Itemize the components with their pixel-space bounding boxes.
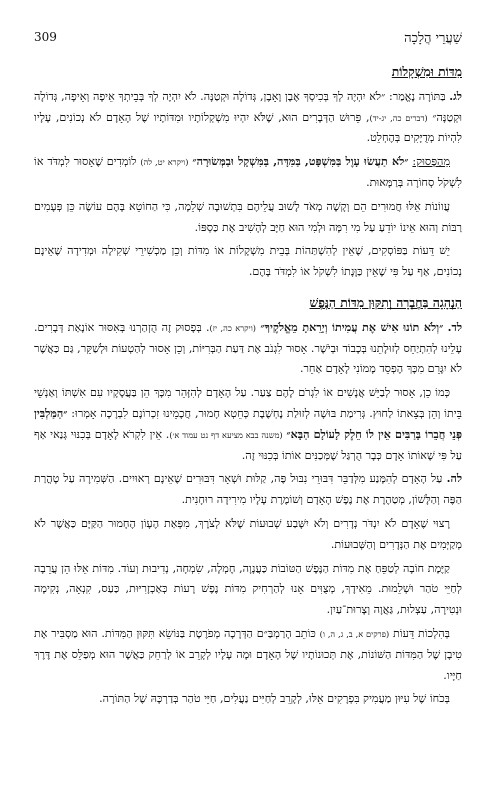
paragraph-text: בַּתּוֹרָה נֶאֱמַר: ״לֹא יִהְיֶה לְךָ בְּכִיסְךָ אֶבֶן וָאָבֶן, גְּדוֹלָה וּקְטַנָּה. לֹא יִהְיֶה לְךָ בְּבֵיתְךָ אֵיפָה וְאֵיפָה, גְּדוֹלָה וּקְטַנָּה״ — [34, 89, 462, 124]
paragraph-number: לג. — [449, 89, 462, 103]
verse-quote: ״וְלֹא תוֹנוּ אִישׁ אֶת עֲמִיתוֹ וְיָרֵאתָ מֵאֱלֹקֶיךָ״ — [260, 320, 444, 334]
section-title-conduct: הַנְהָגָה בַּחֶבְרָה וְתִקּוּן מִדּוֹת הַנֶּפֶשׁ — [309, 294, 462, 310]
running-title: שַׁעֲרֵי הֲלָכָה — [404, 31, 462, 46]
paragraph — [34, 559, 462, 621]
source-reference: (פרקים א, ב, ג, ה, ו) — [319, 628, 390, 639]
paragraph-text: עֲווֹנוֹת אֵלּוּ חֲמוּרִים הֵם וְקָשֶׁה מְאֹד לָשׁוּב עֲלֵיהֶם בִּתְשׁוּבָה שְׁלֵמָה, כִּי הַחוֹטֵא בָּהֶם עוֹשֶׂה כֵּן פְּעָמִים רַבּוֹת וְהוּא אֵינוֹ יוֹדֵעַ עַל מִי רִמָּה וּלְמִי הוּא חַיָּב לְהָשִׁיב אֶת כַּסְפּוֹ. — [34, 199, 462, 234]
paragraph — [34, 152, 462, 194]
paragraph-text: בְּכֹחוֹ שֶׁל עִיּוּן מַעֲמִיק בִּפְרָקִים אֵלּוּ, לְקָרֵב לְחַיִּים נַעֲלִים, חַיֵּי טֹהַר בְּדַרְכָּהּ שֶׁל הַתּוֹרָה. — [99, 692, 450, 706]
paragraph-text: , פֵּרוּשׁ הַדְּבָרִים הוּא, שֶׁלֹּא יִהְיוּ מִשְׁקְלוֹתָיו וּמִדּוֹתָיו שֶׁל הָאָדָם לֹא נְכוֹנִים, עָלָיו לִהְיוֹת מְדֻיָּקִים בְּהֶחְלֵט. — [34, 110, 462, 145]
source-reference: (דברים כה, יג-יד) — [369, 112, 428, 123]
paragraph — [34, 87, 462, 149]
paragraph — [34, 197, 462, 239]
paragraph — [34, 469, 462, 511]
paragraph-text: רָצוּי שֶׁאָדָם לֹא יִנְדֹּר נְדָרִים וְלֹא יִשָּׁבַע שְׁבוּעוֹת שֶׁלֹּא לְצֹרֶךְ, מִפְּאַת הֶעָוֹן הֶחָמוּר הַקַּיָּם כַּאֲשֶׁר לֹא מְקַיְּמִים אֶת הַנְּדָרִים וְהַשְּׁבוּעוֹת. — [34, 516, 462, 551]
paragraph — [34, 318, 462, 380]
paragraph — [34, 383, 462, 466]
source-reference: (משנה בבא מציעא דף נט עמוד א׳) — [169, 429, 283, 440]
verse-quote: ״לֹא תַעֲשׂוּ עָוֶל בַּמִּשְׁפָּט, בַּמִּדָּה, בַּמִּשְׁקָל וּבַמְּשׂוּרָה״ — [192, 155, 409, 169]
paragraph-number: לה. — [446, 472, 462, 486]
paragraph-text: כְּמוֹ כֵן, אָסוּר לְבַיֵּשׁ אֲנָשִׁים אוֹ לִגְרֹם לָהֶם צַעַר. עַל הָאָדָם לְהִזָּהֵר מִכָּךְ הֵן בַּעֲסָקָיו עִם אִשְׁתּוֹ וְאַנְשֵׁי בֵּיתוֹ וְהֵן בְּצֵאתוֹ לַחוּץ. גְּרִימַת בּוּשָׁה לְזוּלַת נֶחְשֶׁבֶת כְּחֵטְא חָמוּר, חֲכָמֵינוּ זִכְרוֹנָם לִבְרָכָה אָמְרוּ: — [34, 386, 462, 420]
paragraph-text: . אֵין לִקְרֹא לָאָדָם בְּכִנּוּי גְּנַאי אַף עַל פִּי שֶׁאוֹתוֹ אָדָם כְּבָר הֻרְגַּל שֶׁמְּכַנִּים אוֹתוֹ בְּכִנּוּי זֶה. — [34, 427, 462, 462]
paragraph-text: בְּהִלְכוֹת דֵּעוֹת — [393, 626, 450, 640]
paragraph-text: לוֹמְדִים שֶׁאָסוּר לִמְדֹּד אוֹ לִשְׁקֹל סְחוֹרָה בְּרַמָּאוּת. — [34, 155, 462, 189]
paragraph-text: עַל הָאָדָם לְהִמָּנַע מִלְּדַבֵּר דִּבּוּרֵי נִבּוּל פֶּה, קַלּוּת וּשְׁאָר דִּבּוּרִים שֶׁאֵינָם רְאוּיִים. הַשְּׁמִירָה עַל טָהֳרַת הַפֶּה וְהַלָּשׁוֹן, מְטַהֶרֶת אֶת נֶפֶשׁ הָאָדָם וְשׁוֹמֶרֶת עָלָיו מִירִידָה רוּחָנִית. — [34, 472, 462, 507]
paragraph-text: מֵהַפָּסוּק: — [412, 155, 451, 169]
paragraph — [34, 241, 462, 283]
page-number: 309 — [34, 30, 57, 44]
paragraph-text: יֵשׁ דֵּעוֹת בַּפּוֹסְקִים, שֶׁאֵין לְהִשְׁתַּהוֹת בְּבֵית מִשְׁקָלוֹת אוֹ מִדּוֹת וְכֵן מַכְשִׁירֵי שְׁקִילָה וּמְדִידָה שֶׁאֵינָם נְכוֹנִים, אַף עַל פִּי שֶׁאֵין כַּוָּנָתוֹ לִשְׁקֹל אוֹ לִמְדֹּד בָּהֶם. — [34, 244, 462, 279]
source-reference: (ויקרא כה, יז) — [209, 322, 256, 333]
sages-quote: ״הַמַּלְבִּין פְּנֵי חֲבֵרוֹ בָּרַבִּים אֵין לוֹ חֵלֶק לָעוֹלָם הַבָּא״ — [34, 406, 462, 441]
page-body — [34, 62, 462, 776]
paragraph — [34, 624, 462, 686]
source-reference: (ויקרא יט, לה) — [140, 157, 189, 168]
paragraph-text: קַיֶּמֶת חוֹבָה לְטַפֵּחַ אֶת מִדּוֹת הַנֶּפֶשׁ הַטּוֹבוֹת כַּעֲנָוָה, חֶמְלָה, שִׂמְחָה, נְדִיבוּת וְעוֹד. מִדּוֹת אֵלּוּ הֵן עֲרֵבָה לְחַיֵּי טֹהַר וּשְׁלֵמוּת. מֵאִידָךְ, מְצֻוִּים אָנוּ לְהַרְחִיק מִדּוֹת נֶפֶשׁ רָעוֹת כְּאַכְזָרִיּוּת, כַּעַס, קִנְאָה, נְקִימָה וּנְטִירָה, עַצְלוּת, גַּאֲוָה וְצָרוּת־עַיִן. — [34, 561, 462, 617]
paragraph-text: כּוֹתֵב הָרַמְבַּ״ם הַדְּרָכָה מְפֹרֶטֶת בַּנּוֹשֵׂא תִּקּוּן הַמִּדּוֹת. הוּא מַסְבִּיר אֶת טִיבָן שֶׁל הַמִּדּוֹת הַשּׁוֹנוֹת, אֶת תְּכוּנוֹתָיו שֶׁל הָאָדָם וּמָה עָלָיו לְקָרֵב אוֹ לְרַחֵק כַּאֲשֶׁר הוּא מְפַלֵּס אֶת דֶּרֶךְ חַיָּיו. — [34, 626, 462, 682]
section-title-measures: מִדּוֹת וּמִשְׁקָלוֹת — [391, 64, 462, 79]
paragraph-text: . בְּפָסוּק זֶה הֻזְהַרְנוּ בְּאִסּוּר אוֹנָאַת דְּבָרִים. עָלֵינוּ לְהִתְיַחֵס לְזוּלָתֵנוּ בְּכָבוֹד וּבְיֹשֶׁר. אָסוּר לִגְנֹב אֶת דַּעַת הַבְּרִיּוֹת, וְכֵן אָסוּר לְהַטְעוֹת וּלְשַׁקֵּר, גַּם כַּאֲשֶׁר לֹא יִגָּרֵם מִכָּךְ הֶפְסֵד מָמוֹנִי לָאָדָם אַחֵר. — [34, 320, 462, 376]
paragraph — [34, 514, 462, 556]
paragraph-number: לד. — [447, 320, 462, 334]
page-header — [34, 30, 462, 50]
paragraph — [34, 689, 462, 710]
